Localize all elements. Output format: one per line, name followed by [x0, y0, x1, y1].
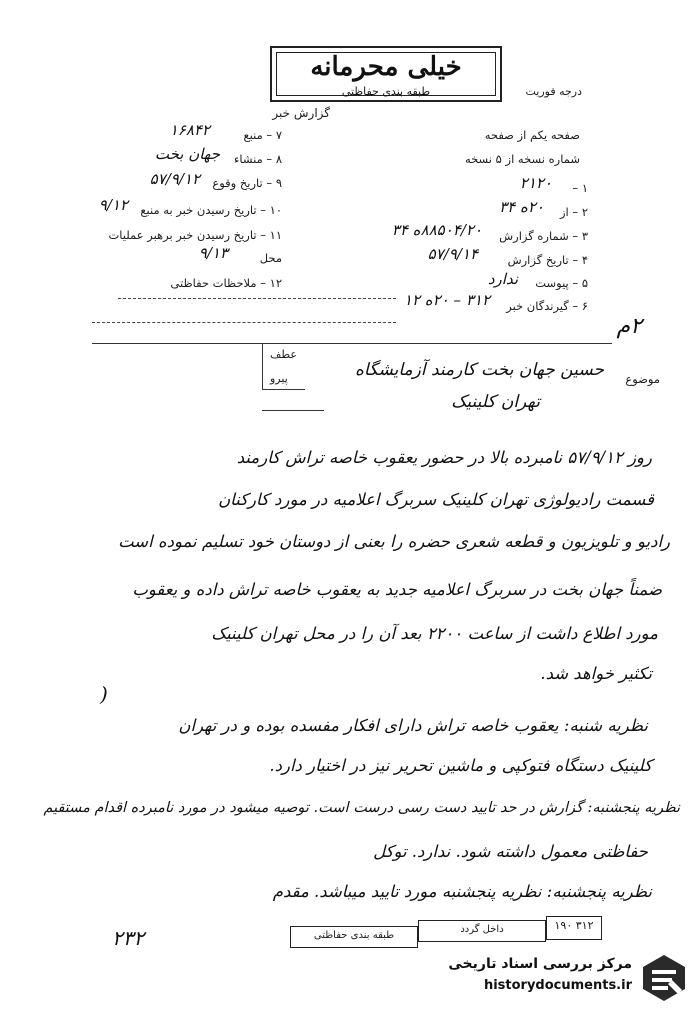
field-3-value: ۸۸۵۰۴/۲۰ه ۳۴	[391, 221, 482, 239]
place-label: محل	[259, 251, 282, 265]
field-4-value: ۵۷/۹/۱۴	[427, 245, 478, 263]
note-line-5: نظریه پنجشنبه: نظریه پنجشنبه مورد تایید میباشد. مقدم	[272, 882, 652, 901]
footer-archive-box: داخل گردد	[418, 920, 546, 942]
bracket-mark: (	[100, 682, 108, 706]
archive-emblem-icon	[638, 952, 690, 1004]
field-2-value: ۲۰ه ۳۴	[499, 198, 544, 216]
priority-label: درجه فوریت	[525, 85, 582, 98]
subject-text-2: تهران کلینیک	[451, 392, 540, 412]
body-line-3: رادیو و تلویزیون و قطعه شعری حضره را بعنی از دوستان خود تسلیم نموده است	[118, 532, 670, 551]
note-line-1: نظریه شنبه: یعقوب خاصه تراش دارای افکار مفسده بوده و در تهران	[178, 716, 648, 735]
margin-number: ۲۳۲	[112, 926, 145, 950]
copy-count-label: شماره نسخه از ۵ نسخه	[464, 152, 580, 166]
field-4-label: ۴ – تاریخ گزارش	[507, 253, 588, 267]
received-source-label: ۱۰ – تاریخ رسیدن خبر به منبع	[140, 203, 282, 217]
field-1-label: ۱ –	[572, 181, 588, 195]
report-title: گزارش خبر	[272, 106, 330, 120]
body-line-5: مورد اطلاع داشت از ساعت ۲۲۰۰ بعد آن را در محل تهران کلینیک	[211, 624, 658, 643]
origin-value: جهان بخت	[154, 145, 220, 163]
note-line-3: نظریه پنجشنبه: گزارش در حد تایید دست رسی درست است. توصیه میشود در مورد نامبرده اقدام مستقیم	[43, 800, 680, 816]
watermark-site: historydocuments.ir	[483, 978, 632, 993]
follow-label: پیرو	[270, 372, 288, 385]
received-source-value: ۹/۱۲	[98, 196, 128, 214]
received-ops-label: ۱۱ – تاریخ رسیدن خبر برهبر عملیات	[108, 228, 282, 242]
note-line-4: حفاظتی معمول داشته شود. ندارد. توکل	[373, 842, 648, 861]
subject-text: حسین جهان بخت کارمند آزمایشگاه	[355, 360, 604, 380]
footer-number: ۳۱۲	[575, 919, 594, 932]
footer-date: ۱۹۰	[554, 919, 573, 932]
field-1-value: ۲۱۲۰	[519, 174, 552, 192]
note-line-2: کلینیک دستگاه فتوکپی و ماشین تحریر نیز در اختیار دارد.	[269, 756, 652, 775]
origin-label: ۸ – منشاء	[233, 152, 282, 166]
body-line-6: تکثیر خواهد شد.	[540, 664, 652, 683]
classification-stamp	[270, 46, 502, 102]
field-3-label: ۳ – شماره گزارش	[499, 229, 588, 243]
received-ops-value: ۹/۱۳	[198, 244, 228, 262]
reference-label: عطف	[270, 348, 297, 361]
page-of-label: صفحه یکم از صفحه	[484, 128, 580, 142]
field-5-value: ندارد	[487, 270, 518, 288]
footer-number-box	[546, 916, 602, 940]
subject-underline	[262, 410, 324, 411]
watermark-org: مرکز بررسی اسناد تاریخی	[448, 956, 632, 972]
footer-classification-box: طبقه بندی حفاظتی	[290, 926, 418, 948]
header-divider	[92, 343, 612, 344]
source-value: ۱۶۸۴۲	[169, 121, 210, 139]
remarks-line-1	[118, 298, 396, 299]
body-line-1: روز ۵۷/۹/۱۲ نامبرده بالا در حضور یعقوب خاصه تراش کارمند	[236, 448, 652, 467]
field-2-label: ۲ – از	[560, 205, 588, 219]
margin-mark: ۲م	[616, 314, 642, 339]
remarks-line-2	[92, 322, 396, 323]
body-line-2: قسمت رادیولوژی تهران کلینیک سربرگ اعلامیه در مورد کارکنان	[218, 490, 654, 509]
classification-text: خیلی محرمانه	[310, 52, 462, 82]
watermark-logo	[418, 950, 694, 1006]
source-label: ۷ – منبع	[243, 128, 282, 142]
event-date-value: ۵۷/۹/۱۲	[149, 170, 200, 188]
remarks-label: ۱۲ – ملاحظات حفاظتی	[170, 276, 282, 290]
classification-subtitle: طبقه بندی حفاظتی	[341, 85, 431, 98]
field-6-value: ۳۱۲ – ۲۰ه ۱۲	[403, 291, 490, 309]
field-5-label: ۵ – پیوست	[535, 276, 588, 290]
event-date-label: ۹ – تاریخ وقوع	[212, 176, 282, 190]
subject-label: موضوع	[625, 372, 660, 386]
field-6-label: ۶ – گیرندگان خبر	[506, 299, 588, 313]
body-line-4: ضمناً جهان بخت در سربرگ اعلامیه جدید به یعقوب خاصه تراش داده و یعقوب	[132, 580, 662, 599]
